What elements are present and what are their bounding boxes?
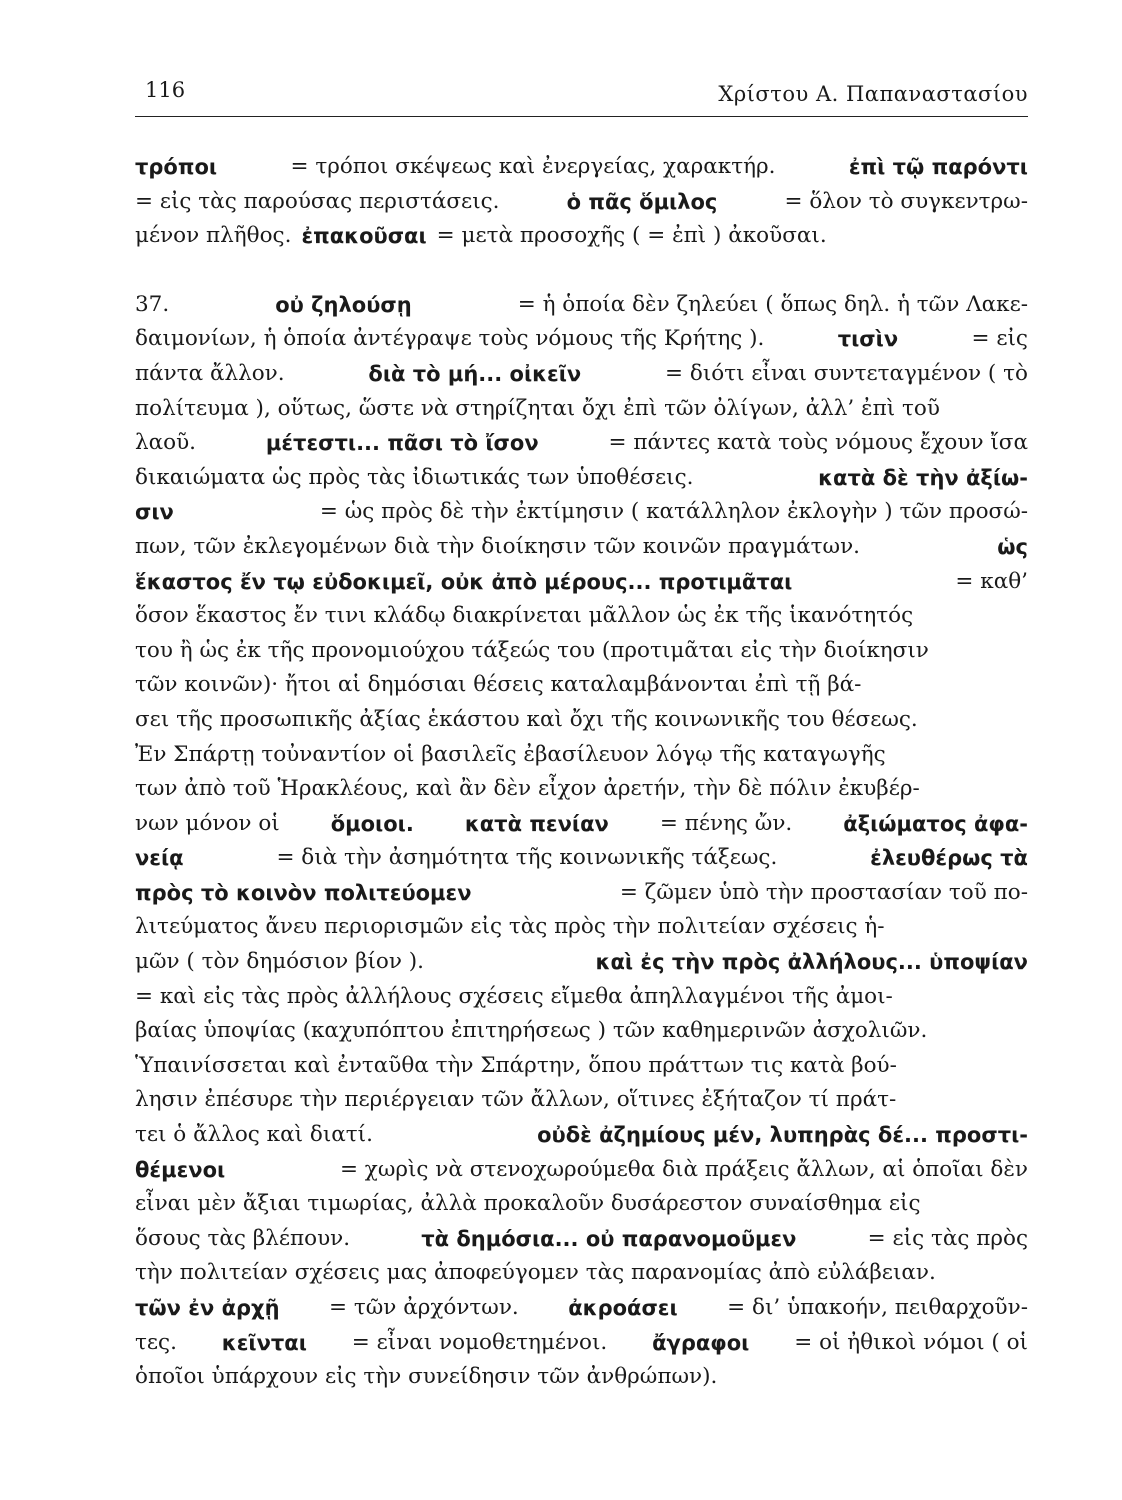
text-line (135, 357, 1028, 392)
text-line (135, 1291, 1028, 1326)
bold-lemma: οὐδὲ ἀζημίους μέν, λυπηρὰς δέ... προστι- (537, 1123, 1028, 1148)
text-segment: πων, τῶν ἐκλεγομένων διὰ τὴν διοίκησιν τῶν κοινῶν πραγμάτων. (135, 533, 860, 559)
text-segment: = εἶναι νομοθετημένοι. (351, 1329, 608, 1355)
text-segment: τὴν πολιτείαν σχέσεις μας ἀποφεύγομεν τὰς παρανομίας ἀπὸ εὐλάβειαν. (135, 1260, 936, 1286)
bold-lemma: κατὰ πενίαν (464, 811, 609, 836)
text-line (135, 426, 1028, 461)
text-line (135, 599, 1028, 634)
text-segment: τῶν κοινῶν)· ἤτοι αἱ δημόσιαι θέσεις καταλαμβάνονται ἐπὶ τῇ βά- (135, 672, 862, 698)
text-line (135, 1222, 1028, 1257)
text-line (135, 1083, 1028, 1118)
text-line (135, 1326, 1028, 1361)
text-segment: ὅσον ἕκαστος ἔν τινι κλάδῳ διακρίνεται μᾶλλον ὡς ἐκ τῆς ἱκανότητός (135, 603, 914, 629)
bold-lemma: ἄγραφοι (652, 1330, 750, 1355)
text-segment: δικαιώματα ὡς πρὸς τὰς ἰδιωτικάς των ὑποθέσεις. (135, 464, 694, 490)
text-line (135, 150, 1028, 185)
text-line (135, 910, 1028, 945)
bold-lemma: τισὶν (837, 327, 899, 352)
paragraph (135, 150, 1028, 254)
text-segment: πολίτευμα ), οὕτως, ὥστε νὰ στηρίζηται ὄχι ἐπὶ τῶν ὀλίγων, ἀλλ’ ἐπὶ τοῦ (135, 395, 940, 421)
text-line (135, 738, 1028, 773)
text-segment: = εἰς τὰς παρούσας περιστάσεις. (135, 188, 500, 214)
text-segment: = χωρὶς νὰ στενοχωρούμεθα διὰ πράξεις ἄλλων, αἱ ὁποῖαι δὲν (339, 1156, 1028, 1182)
text-line (135, 772, 1028, 807)
text-line (135, 841, 1028, 876)
bold-lemma: ὁ πᾶς ὅμιλος (566, 189, 718, 214)
text-line (135, 392, 1028, 427)
text-line (135, 565, 1028, 600)
bold-lemma: ἀκροάσει (568, 1296, 678, 1320)
text-segment: των ἀπὸ τοῦ Ἡρακλέους, καὶ ἂν δὲν εἶχον ἀρετήν, τὴν δὲ πόλιν ἐκυβέρ- (135, 776, 920, 802)
bold-lemma: ἀξιώματος ἀφα- (843, 811, 1028, 836)
text-line (135, 495, 1028, 530)
text-segment: νων μόνον οἱ (135, 810, 280, 836)
bold-lemma: τὰ δημόσια... οὐ παρανομοῦμεν (421, 1226, 797, 1251)
text-line (135, 185, 1028, 220)
text-line (135, 1049, 1028, 1084)
text-line (135, 668, 1028, 703)
bold-lemma: σιν (135, 500, 174, 525)
paragraph (135, 288, 1028, 1395)
page-header (135, 78, 1028, 118)
bold-lemma: τῶν ἐν ἀρχῇ (135, 1296, 280, 1320)
text-segment: τει ὁ ἄλλος καὶ διατί. (135, 1122, 373, 1148)
text-line (135, 634, 1028, 669)
text-segment: = διὰ τὴν ἀσημότητα τῆς κοινωνικῆς τάξεως. (276, 845, 778, 871)
paragraph-gap (135, 254, 1028, 288)
text-segment: Ἐν Σπάρτῃ τοὐναντίον οἱ βασιλεῖς ἐβασίλευον λόγῳ τῆς καταγωγῆς (135, 741, 886, 767)
text-segment: μῶν ( τὸν δημόσιον βίον ). (135, 949, 425, 975)
bold-lemma: διὰ τὸ μή... οἰκεῖν (368, 361, 582, 386)
text-segment: = ὡς πρὸς δὲ τὴν ἐκτίμησιν ( κατάλληλον ἐκλογὴν ) τῶν προσώ- (319, 499, 1028, 525)
text-line (135, 288, 1028, 323)
text-line (135, 980, 1028, 1015)
text-segment: σει τῆς προσωπικῆς ἀξίας ἑκάστου καὶ ὄχι τῆς κοινωνικῆς του θέσεως. (135, 706, 918, 732)
bold-lemma: οὐ ζηλούσῃ (275, 292, 412, 317)
text-line (135, 703, 1028, 738)
text-line (135, 876, 1028, 911)
bold-lemma: μέτεστι... πᾶσι τὸ ἴσον (265, 431, 539, 456)
text-line (135, 945, 1028, 980)
text-segment: Ὑπαινίσσεται καὶ ἐνταῦθα τὴν Σπάρτην, ὅπου πράττων τις κατὰ βού- (135, 1052, 897, 1078)
bold-lemma: ἐπακοῦσαι (301, 224, 427, 249)
text-segment: πάντα ἄλλον. (135, 360, 285, 386)
text-segment: λιτεύματος ἄνευ περιορισμῶν εἰς τὰς πρὸς τὴν πολιτείαν σχέσεις ἡ- (135, 914, 885, 940)
text-segment: = οἱ ἠθικοὶ νόμοι ( οἱ (794, 1329, 1028, 1355)
bold-lemma: θέμενοι (135, 1157, 226, 1182)
text-line (135, 1118, 1028, 1153)
text-line (135, 1187, 1028, 1222)
text-segment: = καὶ εἰς τὰς πρὸς ἀλλήλους σχέσεις εἴμεθα ἀπηλλαγμένοι τῆς ἀμοι- (135, 983, 893, 1009)
text-line (135, 1256, 1028, 1291)
text-segment: = πένης ὤν. (659, 810, 793, 836)
bold-lemma: πρὸς τὸ κοινὸν πολιτεύομεν (135, 880, 472, 905)
text-line (135, 530, 1028, 565)
text-line (135, 1014, 1028, 1049)
text-segment: = μετὰ προσοχῆς ( = ἐπὶ ) ἀκοῦσαι. (436, 223, 827, 249)
text-segment: του ἢ ὡς ἐκ τῆς προνομιούχου τάξεώς του (προτιμᾶται εἰς τὴν διοίκησιν (135, 637, 929, 663)
text-line (135, 1153, 1028, 1188)
text-segment: λησιν ἐπέσυρε τὴν περιέργειαν τῶν ἄλλων, οἵτινες ἐξήταζον τί πράτ- (135, 1087, 897, 1113)
page-number: 116 (145, 78, 186, 102)
text-segment: λαοῦ. (135, 430, 196, 456)
text-segment: = καθ’ (955, 568, 1028, 594)
bold-lemma: νείᾳ (135, 846, 184, 871)
bold-lemma: κεῖνται (221, 1330, 307, 1355)
bold-lemma: ὡς (997, 534, 1028, 559)
text-line (135, 807, 1028, 842)
text-segment: ὅσους τὰς βλέπουν. (135, 1225, 351, 1251)
text-segment: = εἰς τὰς πρὸς (867, 1225, 1028, 1251)
text-segment: δαιμονίων, ἡ ὁποία ἀντέγραψε τοὺς νόμους τῆς Κρήτης ). (135, 326, 765, 352)
text-segment: = ζῶμεν ὑπὸ τὴν προστασίαν τοῦ πο- (619, 879, 1028, 905)
text-segment: = ἡ ὁποία δὲν ζηλεύει ( ὅπως δηλ. ἡ τῶν Λακε- (517, 291, 1028, 317)
text-line (135, 322, 1028, 357)
bold-lemma: κατὰ δὲ τὴν ἀξίω- (818, 465, 1028, 490)
bold-lemma: τρόποι (135, 155, 218, 179)
text-segment: = πάντες κατὰ τοὺς νόμους ἔχουν ἴσα (608, 430, 1028, 456)
bold-lemma: καὶ ἐς τὴν πρὸς ἀλλήλους... ὑποψίαν (595, 950, 1028, 975)
text-segment: = ὅλον τὸ συγκεντρω- (784, 188, 1028, 214)
header-rule (135, 116, 1028, 117)
text-segment: = τῶν ἀρχόντων. (329, 1295, 519, 1320)
text-segment: = διότι εἶναι συντεταγμένον ( τὸ (665, 360, 1028, 386)
text-segment: = δι’ ὑπακοήν, πειθαρχοῦν- (727, 1295, 1028, 1320)
text-segment: = τρόποι σκέψεως καὶ ἐνεργείας, χαρακτήρ. (290, 154, 776, 179)
text-line (135, 219, 1028, 254)
text-segment: βαίας ὑποψίας (καχυπόπτου ἐπιτηρήσεως ) τῶν καθημερινῶν ἀσχολιῶν. (135, 1018, 928, 1044)
text-segment: εἶναι μὲν ἄξιαι τιμωρίας, ἀλλὰ προκαλοῦν δυσάρεστον συναίσθημα εἰς (135, 1191, 921, 1217)
bold-lemma: ἐπὶ τῷ παρόντι (848, 155, 1028, 179)
bold-lemma: ὅμοιοι. (330, 811, 414, 836)
text-segment: 37. (135, 291, 170, 317)
running-title: Χρίστου Α. Παπαναστασίου (718, 82, 1028, 106)
text-segment: μένον πλῆθος. (135, 223, 292, 249)
text-segment: τες. (135, 1329, 177, 1355)
commentary-text (135, 150, 1028, 1395)
text-line (135, 1360, 1028, 1395)
text-line (135, 461, 1028, 496)
text-segment: ὁποῖοι ὑπάρχουν εἰς τὴν συνείδησιν τῶν ἀνθρώπων). (135, 1364, 718, 1390)
text-segment: = εἰς (971, 326, 1028, 352)
bold-lemma: ἕκαστος ἔν τῳ εὐδοκιμεῖ, οὐκ ἀπὸ μέρους... προτιμᾶται (135, 569, 793, 594)
bold-lemma: ἐλευθέρως τὰ (870, 846, 1028, 871)
